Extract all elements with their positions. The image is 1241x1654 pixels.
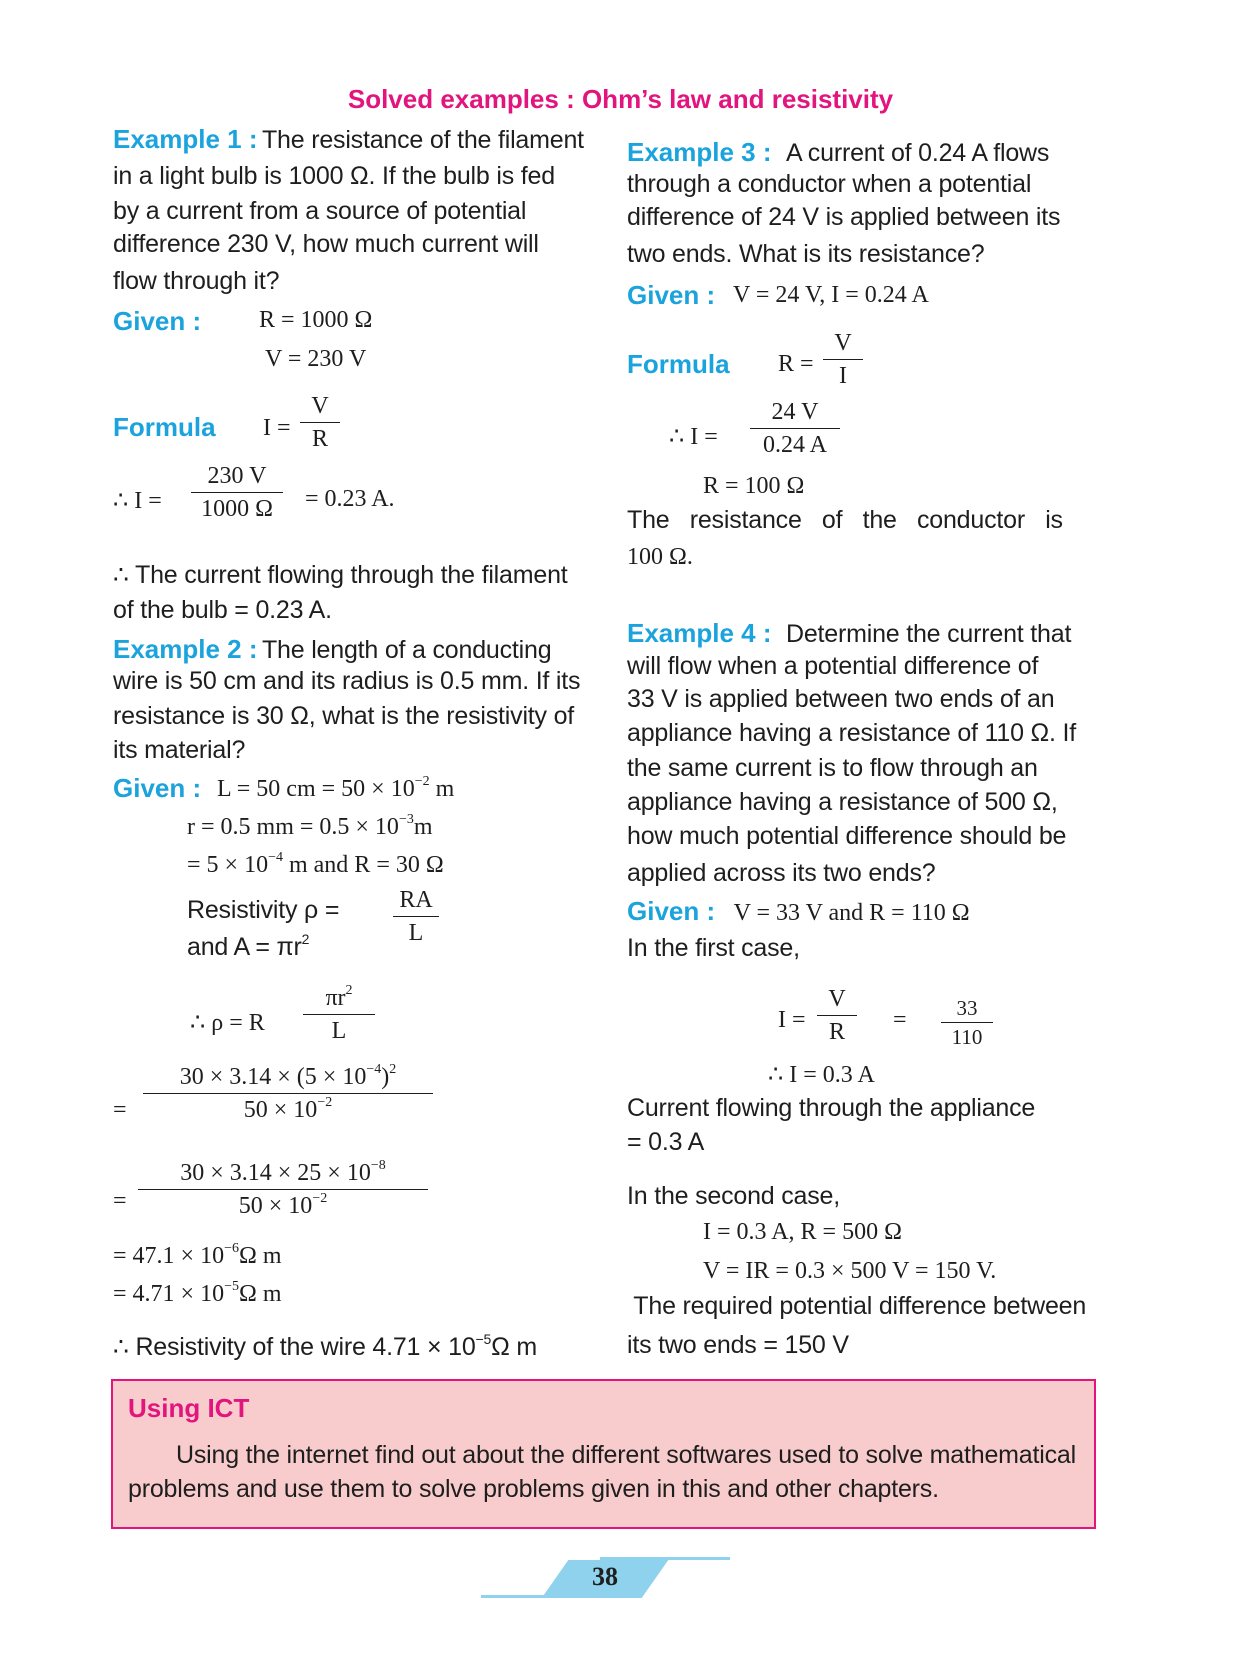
equals-sign: = bbox=[893, 1007, 907, 1033]
example-3-text-line: difference of 24 V is applied between its bbox=[627, 203, 1061, 231]
numerator: V bbox=[828, 986, 846, 1012]
calc-lhs: ∴ I = bbox=[669, 424, 718, 450]
example-1-label: Example 1 : bbox=[113, 124, 258, 154]
example-1-text-line: by a current from a source of potential bbox=[113, 197, 527, 225]
calc-fraction bbox=[817, 983, 857, 1048]
step-1-fraction bbox=[143, 1061, 433, 1126]
calc-lhs: ∴ I = bbox=[113, 488, 162, 514]
step-3: = $47.1 \times 10^{-6}\Omega$ m bbox=[113, 1241, 282, 1269]
example-4-text-line: the same current is to flow through an bbox=[627, 754, 1038, 782]
given-label: Given : bbox=[113, 306, 202, 336]
conclusion-line: ∴ The current flowing through the filament bbox=[113, 561, 568, 589]
denominator: R bbox=[311, 426, 328, 452]
numerator: RA bbox=[399, 887, 433, 913]
example-2-text-line: wire is 50 cm and its radius is 0.5 mm. If its bbox=[113, 667, 581, 695]
example-4-text-line: how much potential difference should be bbox=[627, 822, 1067, 850]
numerator: $30 \times 3.14 \times 25 \times 10^{-8}$ bbox=[180, 1158, 386, 1186]
current-line: = 0.3 A bbox=[627, 1128, 705, 1156]
example-2-label: Example 2 : bbox=[113, 634, 258, 664]
conclusion-line: ∴ Resistivity of the wire $4.71 \times 10^{-5}\Omega$ m bbox=[113, 1331, 537, 1361]
second-case-label: In the second case, bbox=[627, 1182, 841, 1210]
current-line: Current flowing through the appliance bbox=[627, 1094, 1036, 1122]
calc-fraction bbox=[750, 396, 840, 461]
numerator: $30 \times 3.14 \times (5 \times 10^{-4})^2$ bbox=[179, 1062, 397, 1090]
numerator: 24 V bbox=[771, 399, 819, 425]
given-value: = $5 \times 10^{-4}$ m and R = 30 Ω bbox=[187, 850, 444, 878]
rho-fraction bbox=[303, 982, 375, 1047]
example-3-label: Example 3 : bbox=[627, 137, 772, 167]
example-1-text-line: difference 230 V, how much current will bbox=[113, 230, 539, 258]
step-2-fraction bbox=[138, 1157, 428, 1222]
example-2-text-line: The length of a conducting bbox=[261, 636, 552, 664]
result: R = 100 Ω bbox=[703, 473, 805, 499]
using-ict-title: Using ICT bbox=[128, 1393, 250, 1423]
formula-label: Formula bbox=[113, 412, 216, 442]
conclusion-line: The required potential difference between bbox=[627, 1292, 1087, 1320]
example-3-text-line: two ends. What is its resistance? bbox=[627, 240, 985, 268]
example-4-text-line: appliance having a resistance of 110 Ω. If bbox=[627, 719, 1076, 747]
equals-sign: = bbox=[113, 1188, 127, 1214]
example-2-text-line: resistance is 30 Ω, what is the resistivity of bbox=[113, 702, 575, 730]
denominator: 1000 Ω bbox=[201, 496, 273, 522]
formula-fraction bbox=[823, 327, 863, 392]
given-value: L = 50 cm = $50 \times 10^{-2}$ m bbox=[217, 774, 455, 802]
conclusion-line: its two ends = 150 V bbox=[627, 1331, 849, 1359]
second-case-line: I = 0.3 A, R = 500 Ω bbox=[703, 1219, 902, 1245]
given-value: V = 230 V bbox=[265, 346, 367, 372]
example-1-text-line: flow through it? bbox=[113, 267, 280, 295]
denominator: 0.24 A bbox=[762, 432, 827, 458]
example-4-text-line: applied across its two ends? bbox=[627, 859, 936, 887]
numerator: V bbox=[311, 393, 329, 419]
formula-lhs: I = bbox=[263, 415, 291, 441]
second-case-line: V = IR = 0.3 × 500 V = 150 V. bbox=[703, 1258, 997, 1284]
example-1-text-line: in a light bulb is 1000 Ω. If the bulb is fed bbox=[113, 162, 555, 190]
given-value: R = 1000 Ω bbox=[259, 307, 373, 333]
conclusion-line: 100 Ω. bbox=[627, 544, 693, 570]
calc-result: ∴ I = 0.3 A bbox=[768, 1062, 875, 1088]
calc-lhs: I = bbox=[778, 1007, 806, 1033]
page-title: Solved examples : Ohm’s law and resistivity bbox=[347, 84, 894, 114]
given-label: Given : bbox=[627, 896, 716, 926]
numerator: 230 V bbox=[207, 463, 267, 489]
resistivity-fraction bbox=[393, 884, 439, 949]
given-label: Given : bbox=[113, 773, 202, 803]
example-4-text-line: will flow when a potential difference of bbox=[627, 652, 1039, 680]
calc-result: = 0.23 A. bbox=[305, 486, 395, 512]
numerator: V bbox=[834, 330, 852, 356]
denominator: $50 \times 10^{-2}$ bbox=[238, 1191, 328, 1219]
example-2-text-line: its material? bbox=[113, 736, 246, 764]
conclusion-line: The resistance of the conductor is bbox=[627, 506, 1063, 534]
step-4: = $4.71 \times 10^{-5}\Omega$ m bbox=[113, 1279, 282, 1307]
given-value: r = 0.5 mm = $0.5 \times 10^{-3}m$ bbox=[187, 812, 433, 840]
numerator: 33 bbox=[956, 996, 978, 1020]
formula-lhs: R = bbox=[778, 351, 814, 377]
formula-label: Formula bbox=[627, 349, 730, 379]
calc-fraction-2 bbox=[941, 994, 993, 1051]
given-value: V = 24 V, I = 0.24 A bbox=[733, 282, 929, 308]
example-4-label: Example 4 : bbox=[627, 618, 772, 648]
denominator: L bbox=[408, 920, 424, 946]
example-4-text-line: Determine the current that bbox=[785, 620, 1072, 648]
area-formula: and $A = \pi r^2$ bbox=[187, 931, 310, 961]
formula-fraction bbox=[300, 390, 340, 455]
conclusion-line: of the bulb = 0.23 A. bbox=[113, 596, 332, 624]
resistivity-label: Resistivity ρ = bbox=[187, 896, 340, 924]
equals-sign: = bbox=[113, 1097, 127, 1123]
example-1-text-line: The resistance of the filament bbox=[261, 126, 584, 154]
numerator: $\pi r^2$ bbox=[325, 983, 353, 1011]
first-case-label: In the first case, bbox=[627, 934, 800, 962]
example-3-text-line: A current of 0.24 A flows bbox=[785, 139, 1050, 167]
denominator: $50 \times 10^{-2}$ bbox=[243, 1095, 333, 1123]
using-ict-text: Using the internet find out about the different softwares used to solve mathematical problems and use them to solve problems given in this and other chapters. bbox=[128, 1441, 1076, 1503]
denominator: R bbox=[828, 1019, 845, 1045]
denominator: 110 bbox=[951, 1025, 983, 1049]
example-3-text-line: through a conductor when a potential bbox=[627, 170, 1032, 198]
denominator: I bbox=[839, 363, 847, 389]
given-label: Given : bbox=[627, 280, 716, 310]
rho-lhs: ∴ ρ = R bbox=[190, 1010, 265, 1036]
example-4-text-line: 33 V is applied between two ends of an bbox=[627, 685, 1055, 713]
given-value: V = 33 V and R = 110 Ω bbox=[733, 900, 970, 926]
denominator: L bbox=[331, 1018, 347, 1044]
example-4-text-line: appliance having a resistance of 500 Ω, bbox=[627, 788, 1058, 816]
page-number: 38 bbox=[592, 1562, 618, 1591]
using-ict-box bbox=[111, 1379, 1096, 1529]
calc-fraction bbox=[191, 460, 283, 525]
